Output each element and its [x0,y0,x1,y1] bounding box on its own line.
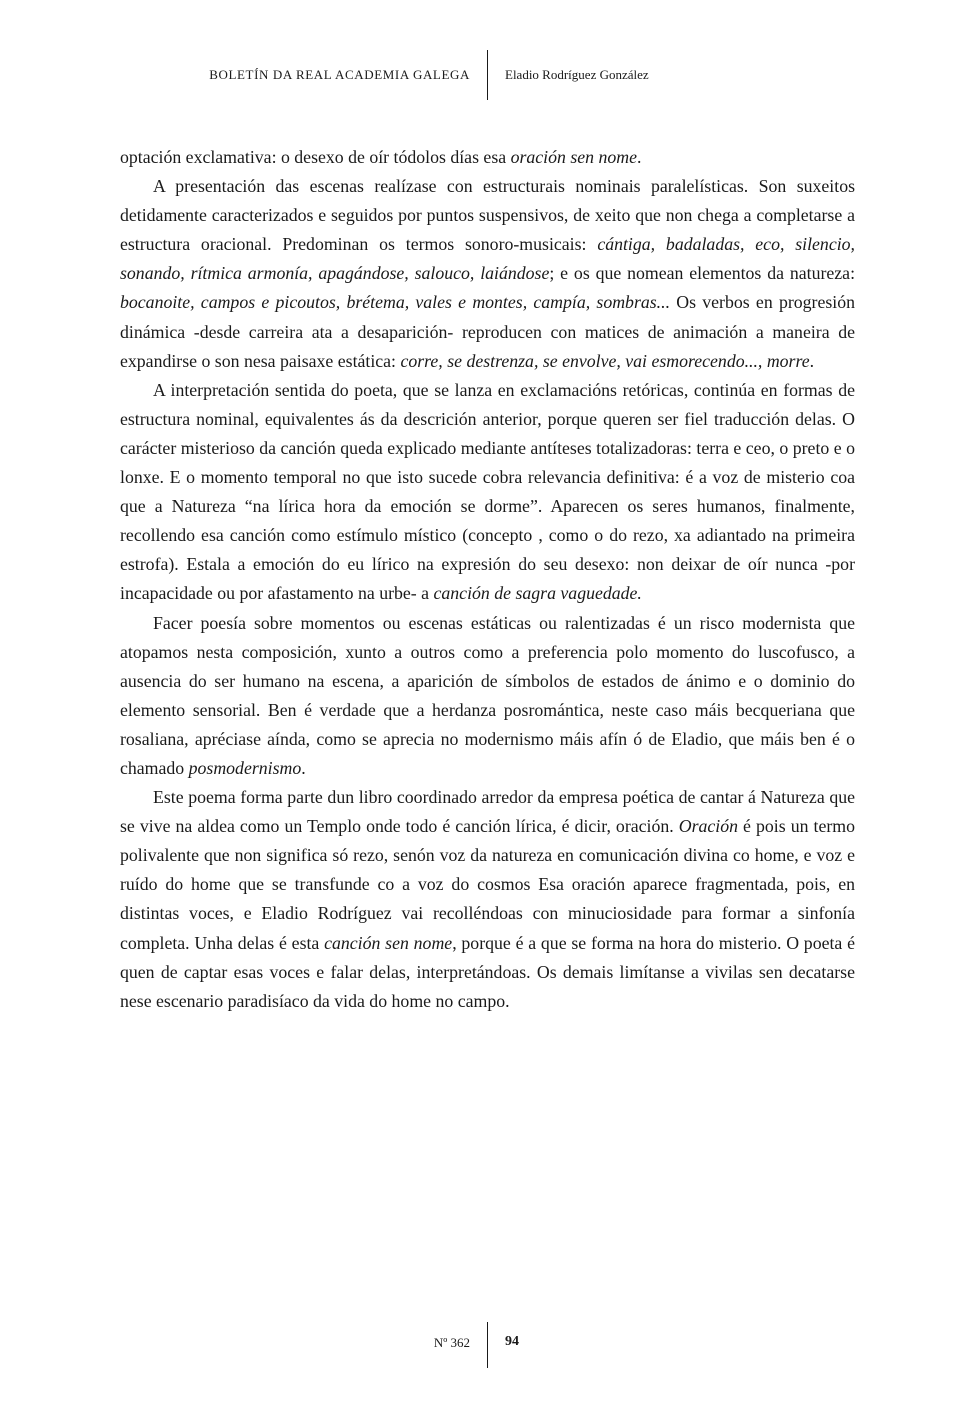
text-run: Os verbos en progresión dinámica -desde carreira ata a desaparición- reproducen con matices de animación a maneira de expandirse o son nesa paisaxe estática: [120,292,855,371]
text-run: Este poema forma parte dun libro coordinado arredor da empresa poética de cantar á Natureza que se vive na aldea como un Templo onde todo é canción lírica, é dicir, oración. [120,787,855,837]
article-body [120,143,855,1016]
text-run: ; e os que nomean elementos da natureza: [549,263,856,284]
running-header [0,50,975,100]
page-footer [0,1322,975,1368]
italic-text: corre, se destrenza, se envolve, vai esmorecendo..., morre [400,350,810,371]
text-run: A interpretación sentida do poeta, que se lanza en exclamacións retóricas, continúa en formas de estructura nominal, equivalentes ás da descrición anterior, porque queren ser fiel traducción delas. O carácter misterioso da canción queda explicado mediante antíteses totalizadoras: terra e ceo, o preto e o lonxe. E o momento temporal no que isto sucede cobra relevancia definitiva: é a voz de misterio coa que a Natureza “na lírica hora da emoción se dorme”. Aparecen os seres humanos, finalmente, recollendo esa canción como estímulo místico (concepto , como o do rezo, xa adiantado na primeira estrofa). Estala a emoción do eu lírico na expresión do seu desexo: non deixar de oír nunca -por incapacidade ou por afastamento na urbe- a [120,379,855,604]
italic-text: Oración [678,816,739,837]
italic-text: canción de sagra vaguedade. [433,583,642,604]
italic-text: posmodernismo [188,757,302,778]
text-run: . [301,757,306,778]
text-run: Facer poesía sobre momentos ou escenas estáticas ou ralentizadas é un risco modernista que atopamos nesta composición, xunto a outros como a preferencia polo momento do luscofusco, a ausencia do ser humano na escena, a aparición de símbolos de estados de ánimo e o dominio do elemento sensorial. Ben é verdade que a herdanza posromántica, neste caso máis becqueriana que rosaliana, apréciase aínda, como se aprecia no modernismo máis afín ó de Eladio, que máis ben é o chamado [120,612,855,778]
issue-number: Nº 362 [433,1335,470,1350]
page-number: 94 [505,1334,519,1349]
text-run: . [637,147,642,167]
body-paragraph [120,376,855,609]
text-run: , porque é a que se forma na hora do misterio. O poeta é quen de captar esas voces e falar delas, interpretándoas. Os demais limítanse a vivilas sen decatarse nese escenario paradisíaco da vida do home no campo. [120,932,855,1011]
article-author: Eladio Rodríguez González [505,67,649,82]
text-run: optación exclamativa: o desexo de oír tódolos días esa [120,147,511,167]
body-paragraph [120,609,855,784]
text-run: . [809,350,815,371]
journal-title: BOLETÍN DA REAL ACADEMIA GALEGA [209,67,470,82]
header-divider [487,50,488,100]
body-paragraph [120,783,855,1016]
text-run: A presentación das escenas realízase con estructurais nominais paralelísticas. Son suxeitos detidamente caracterizados e seguidos por puntos suspensivos, de xeito que non chega a completarse a estructura oracional. Predominan os termos sonoro-musicais: [120,176,855,255]
italic-text: canción sen nome [324,932,453,953]
text-run: é pois un termo polivalente que non significa só rezo, senón voz da natureza en comunicación divina co home, e voz e ruído do home que se transfunde co a voz do cosmos Esa oración aparece fragmentada, pois, en distintas voces, e Eladio Rodríguez vai recolléndoas con minuciosidade para formar a sinfonía completa. Unha delas é esta [120,816,855,953]
body-paragraph [120,172,855,376]
footer-divider [487,1322,488,1368]
italic-text: oración sen nome [510,147,638,167]
italic-text: bocanoite, campos e picoutos, brétema, vales e montes, campía, sombras... [120,292,671,313]
body-paragraph [120,143,855,172]
italic-text: cántiga, badaladas, eco, silencio, sonando, rítmica armonía, apagándose, salouco, laiándose [120,234,855,284]
